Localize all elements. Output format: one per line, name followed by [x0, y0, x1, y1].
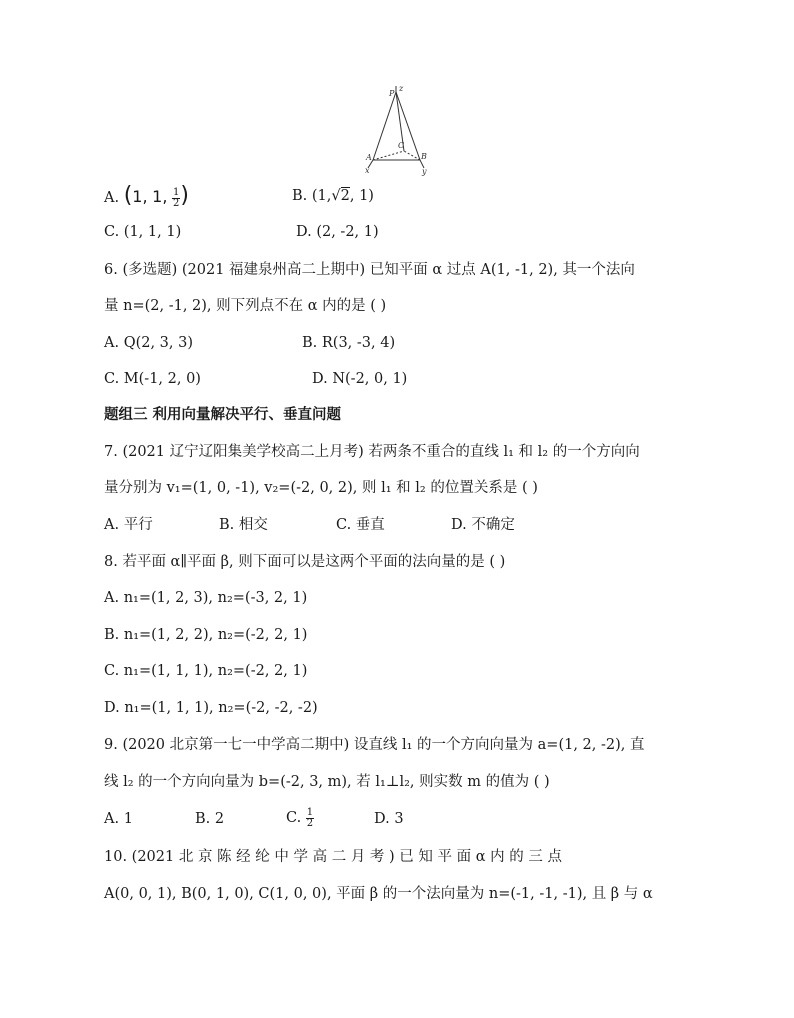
- q7-stem-line1: 7. (2021 辽宁辽阳集美学校高二上月考) 若两条不重合的直线 l₁ 和 l₂ 的一个方向向: [104, 444, 640, 460]
- q6-option-c: C. M(-1, 2, 0): [104, 371, 201, 387]
- q10-stem-line2: A(0, 0, 1), B(0, 1, 0), C(1, 0, 0), 平面 β 的一个法向量为 n=(-1, -1, -1), 且 β 与 α: [104, 886, 653, 902]
- q5-option-d: D. (2, -2, 1): [296, 224, 379, 240]
- edge-ac: [373, 151, 404, 160]
- q6-option-d: D. N(-2, 0, 1): [312, 371, 408, 387]
- label-p: P: [389, 89, 395, 98]
- q9-option-b: B. 2: [195, 811, 225, 827]
- label-z: z: [399, 84, 404, 93]
- q10-stem-line1: 10. (2021 北 京 陈 经 纶 中 学 高 二 月 考 ) 已 知 平 面 α 内 的 三 点: [104, 849, 562, 865]
- q8-option-a: A. n₁=(1, 2, 3), n₂=(-3, 2, 1): [104, 590, 308, 606]
- sqrt-symbol: √: [331, 188, 341, 204]
- q9-stem-line2: 线 l₂ 的一个方向向量为 b=(-2, 3, m), 若 l₁⊥l₂, 则实数 m 的值为 ( ): [104, 774, 550, 790]
- label-c: C: [398, 141, 405, 150]
- label-x: x: [365, 166, 370, 175]
- q5-option-b: B. (1,√2, 1): [292, 188, 374, 204]
- q5-option-c: C. (1, 1, 1): [104, 224, 182, 240]
- q5-a-open: (: [123, 183, 133, 208]
- pyramid-figure: [360, 84, 440, 176]
- label-b: B: [421, 152, 427, 161]
- label-y: y: [422, 167, 427, 176]
- q6-option-b: B. R(3, -3, 4): [302, 335, 396, 351]
- q8-option-b: B. n₁=(1, 2, 2), n₂=(-2, 2, 1): [104, 627, 308, 643]
- q7-option-a: A. 平行: [104, 517, 153, 533]
- q7-stem-line2: 量分别为 v₁=(1, 0, -1), v₂=(-2, 0, 2), 则 l₁ 和 l₂ 的位置关系是 ( ): [104, 480, 538, 496]
- q5-option-a: A. (1, 1, $\frac{1}{2}$ ): [104, 183, 190, 209]
- q9-option-d: D. 3: [374, 811, 404, 827]
- q9-c-fraction: $\frac{1}{2}$: [306, 806, 314, 829]
- q6-stem-line1: 6. (多选题) (2021 福建泉州高二上期中) 已知平面 α 过点 A(1, -1, 2), 其一个法向: [104, 262, 635, 278]
- edge-pa: [373, 92, 396, 160]
- q6-option-a: A. Q(2, 3, 3): [104, 335, 194, 351]
- q8-stem: 8. 若平面 α∥平面 β, 则下面可以是这两个平面的法向量的是 ( ): [104, 554, 506, 570]
- q6-stem-line2: 量 n=(2, -1, 2), 则下列点不在 α 内的是 ( ): [104, 298, 387, 314]
- section-heading: 题组三 利用向量解决平行、垂直问题: [104, 407, 342, 423]
- q7-option-d: D. 不确定: [451, 517, 515, 533]
- q9-option-c: C. $\frac{1}{2}$: [286, 806, 314, 829]
- q8-option-c: C. n₁=(1, 1, 1), n₂=(-2, 2, 1): [104, 663, 308, 679]
- label-a: A: [366, 153, 372, 162]
- q8-option-d: D. n₁=(1, 1, 1), n₂=(-2, -2, -2): [104, 700, 318, 716]
- q5-a-fraction: $\frac{1}{2}$: [173, 186, 180, 209]
- q9-option-a: A. 1: [104, 811, 133, 827]
- q9-stem-line1: 9. (2020 北京第一七一中学高二期中) 设直线 l₁ 的一个方向向量为 a=(1, 2, -2), 直: [104, 737, 645, 753]
- q7-option-b: B. 相交: [219, 517, 268, 533]
- q7-option-c: C. 垂直: [336, 517, 385, 533]
